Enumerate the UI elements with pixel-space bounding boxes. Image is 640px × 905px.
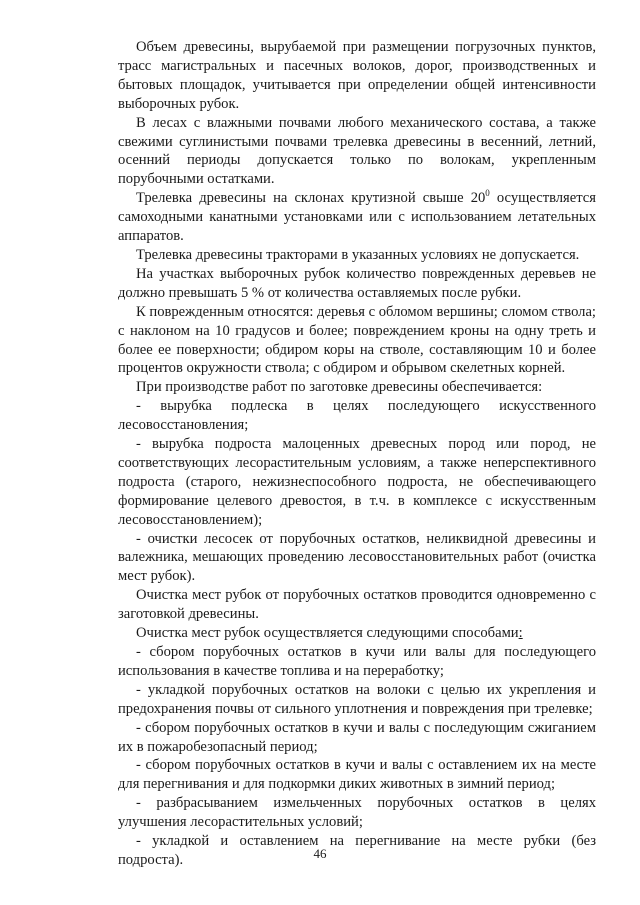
list-item-scatter: - разбрасыванием измельченных порубочных остатков в целях улучшения лесорастительных условий;	[118, 795, 596, 831]
cleaning-methods-text: Очистка мест рубок осуществляется следующими способами	[136, 625, 519, 642]
paragraph-cleaning-simultaneous: Очистка мест рубок от порубочных остатков проводится одновременно с заготовкой древесины.	[118, 587, 596, 623]
page-number: 46	[313, 846, 327, 861]
list-item-collect-burn: - сбором порубочных остатков в кучи и валы с последующим сжиганием их в пожаробезопасный период;	[118, 719, 596, 755]
paragraph-wet-soils: В лесах с влажными почвами любого механического состава, а также свежими суглинистыми почвами трелевка древесины в весенний, летний, осенний периоды допускается только по волокам, укрепленным порубочными остатками.	[118, 114, 596, 188]
list-item-lay-on-trails: - укладкой порубочных остатков на волоки с целью их укрепления и предохранения почвы от сильного уплотнения и повреждения при трелевке;	[118, 681, 596, 717]
paragraph-volume: Объем древесины, вырубаемой при размещении погрузочных пунктов, трасс магистральных и пасечных волоков, дорог, производственных и бытовых площадок, учитывается при определении общей интенсивности выборочных рубок.	[118, 39, 596, 112]
list-item-collect-fuel: - сбором порубочных остатков в кучи или валы для последующего использования в качестве топлива и на переработку;	[118, 644, 596, 679]
paragraph-works-provided: При производстве работ по заготовке древесины обеспечивается:	[136, 379, 543, 396]
list-item-cleaning: - очистки лесосек от порубочных остатков, неликвидной древесины и валежника, мешающих проведению лесовосстановительных работ (очистка мест рубок).	[118, 530, 596, 585]
list-item-young-growth: - вырубка подроста малоценных древесных пород или пород, не соответствующих лесорастительным условиям, а также неперспективного подроста (старого, нежизнеспособного подроста, не обеспечивающего формирование целевого древостоя, в т.ч. в комплексе с искусственным лесовосстановлением);	[118, 436, 596, 528]
paragraph-damaged-limit: На участках выборочных рубок количество поврежденных деревьев не должно превышать 5 % от количества оставляемых после рубки.	[118, 265, 596, 301]
degree-superscript: 0	[485, 188, 490, 199]
paragraph-tractors: Трелевка древесины тракторами в указанных условиях не допускается.	[136, 246, 580, 263]
slopes-text-start: Трелевка древесины на склонах крутизной свыше 20	[136, 190, 486, 207]
list-item-undergrowth: - вырубка подлеска в целях последующего искусственного лесовосстановления;	[118, 398, 596, 434]
slopes-text-end: осуществляется самоходными канатными установками или с использованием летательных аппаратов.	[118, 190, 596, 245]
paragraph-cleaning-methods	[118, 624, 596, 643]
paragraph-slopes	[118, 189, 596, 246]
paragraph-damaged-definition: К поврежденным относятся: деревья с обломом вершины; сломом ствола; с наклоном на 10 градусов и более; повреждением кроны на одну треть и более ее поверхности; обдиром коры на стволе, составляющим 10 и более процентов окружности ствола; с обдиром и обрывом скелетных корней.	[118, 303, 596, 377]
body-text	[118, 38, 596, 870]
underlined-colon: :	[518, 625, 523, 642]
list-item-lay-rot: - укладкой и оставлением на перегнивание на месте рубки (без подроста).	[118, 833, 596, 868]
list-item-collect-leave: - сбором порубочных остатков в кучи и валы с оставлением их на месте для перегнивания и для подкормки диких животных в зимний период;	[118, 757, 596, 793]
